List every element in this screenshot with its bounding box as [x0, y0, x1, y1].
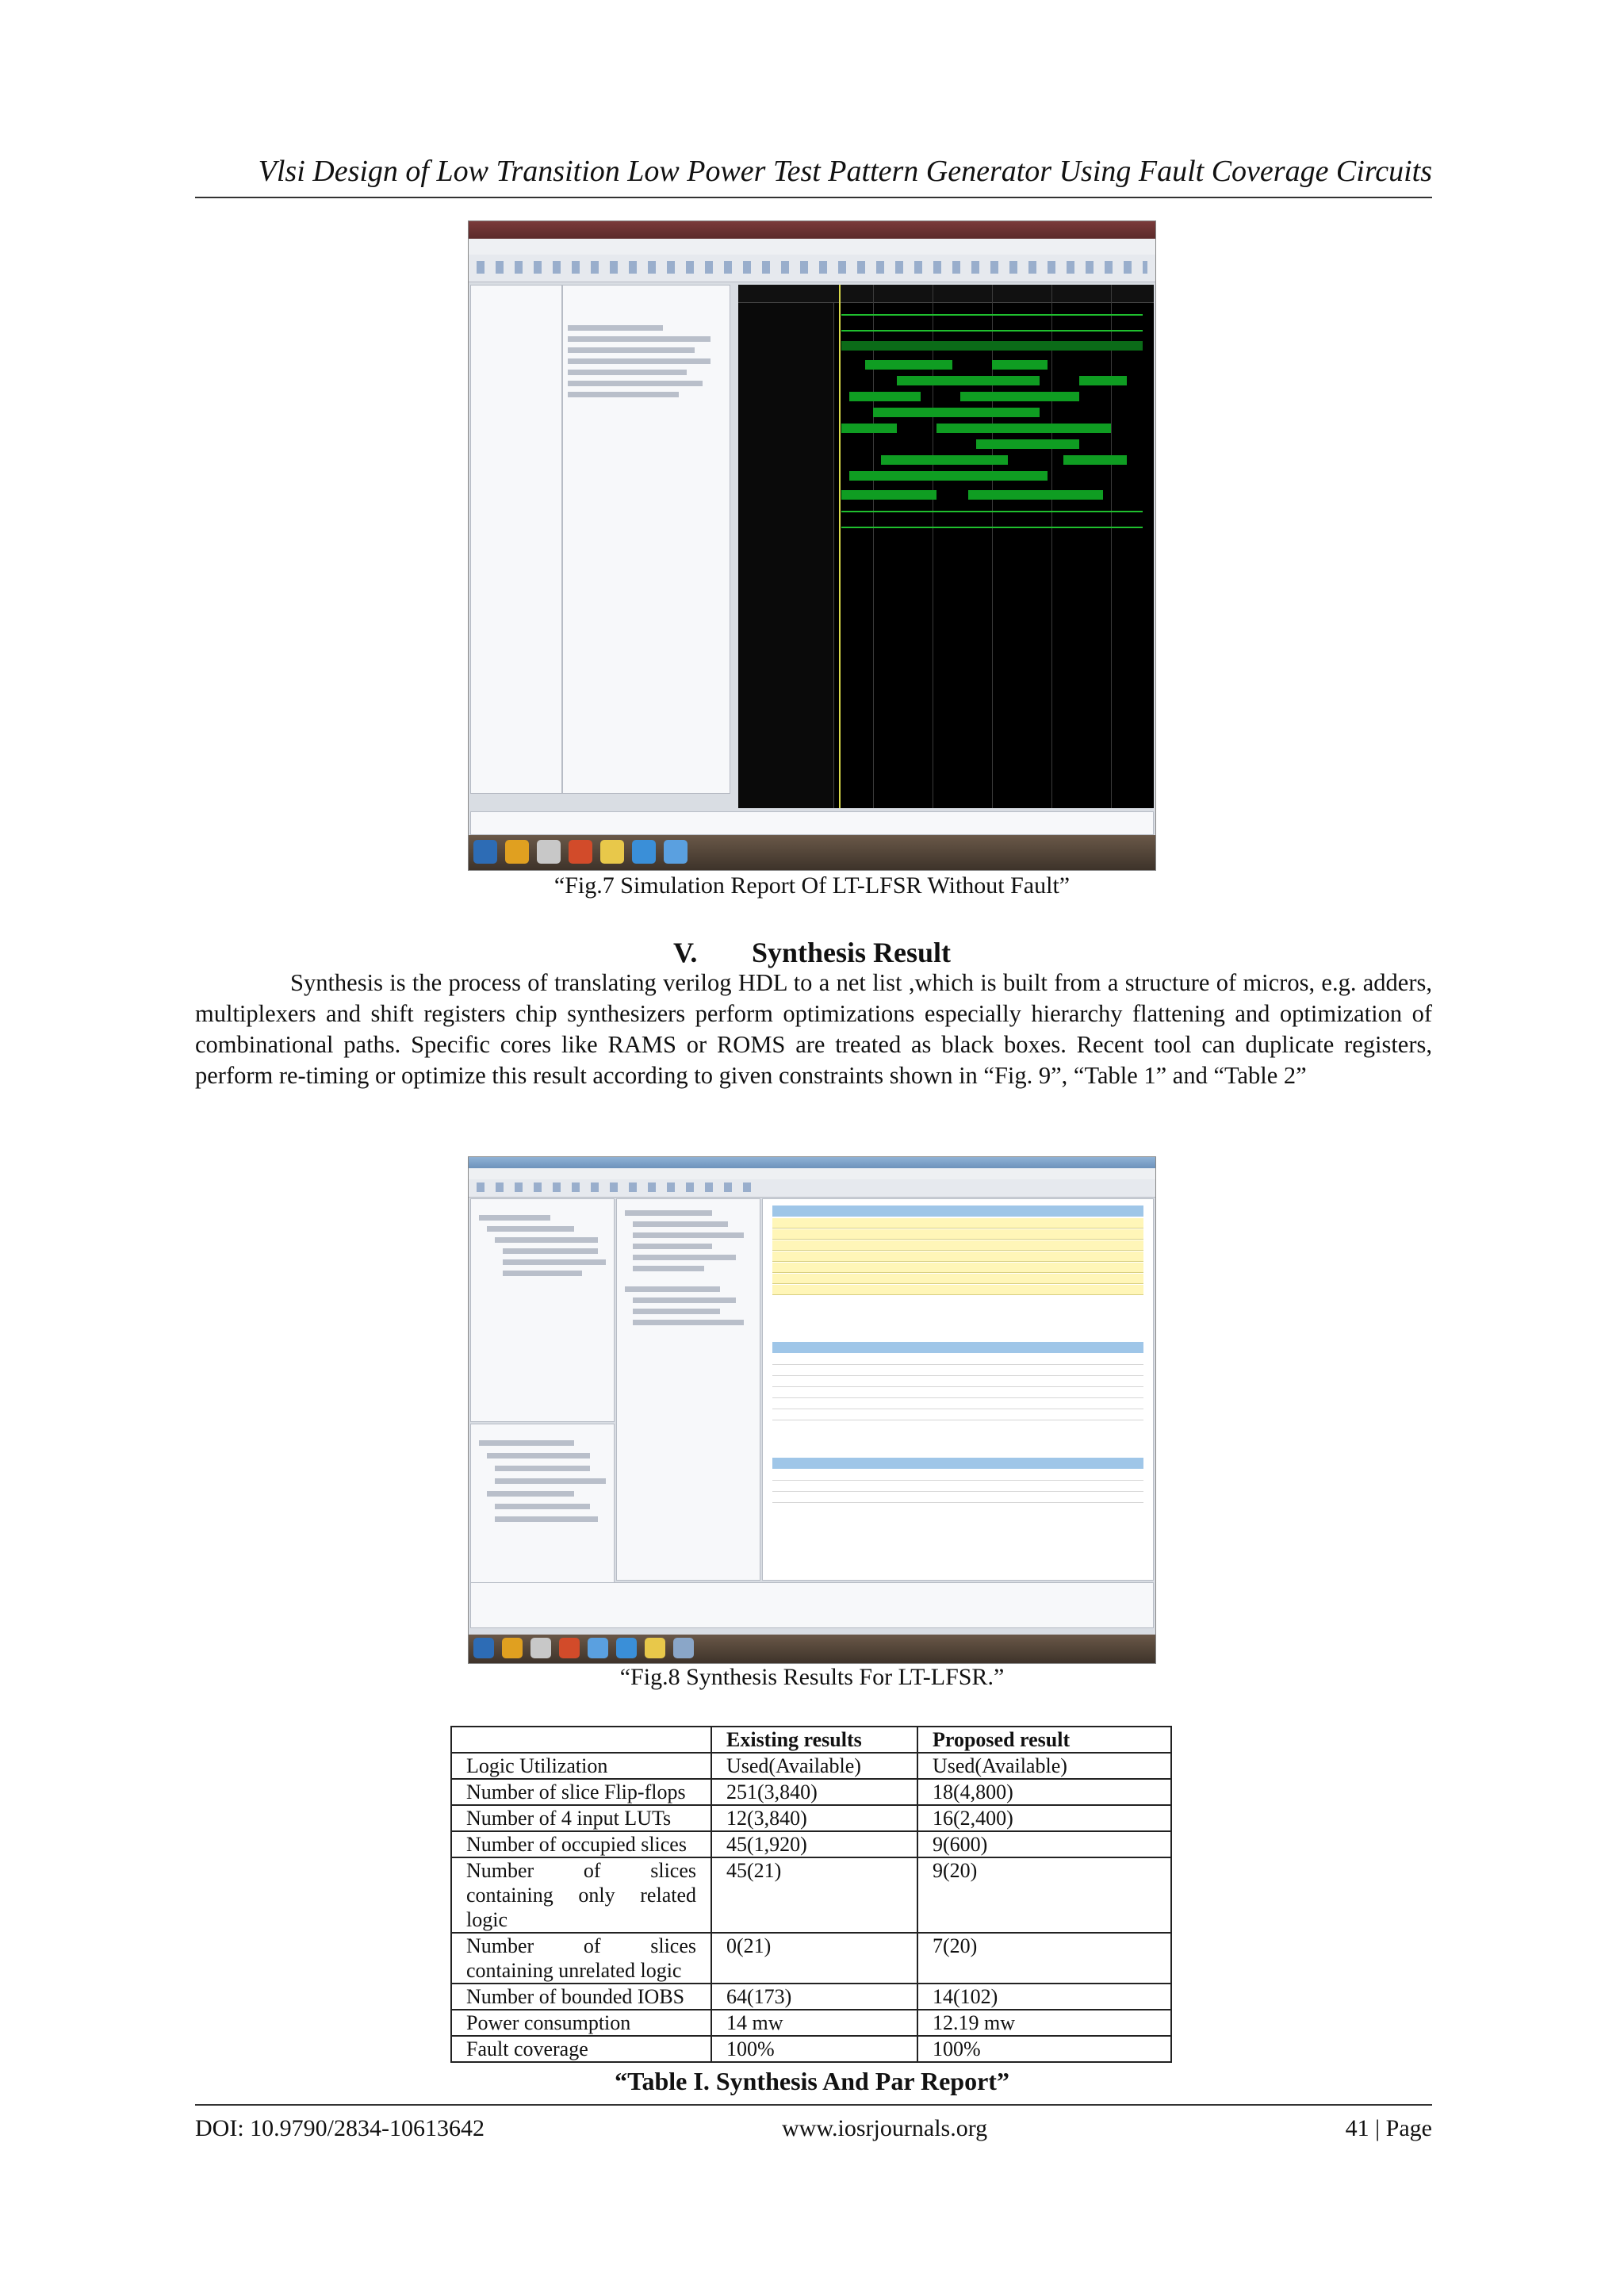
figure-7-caption: “Fig.7 Simulation Report Of LT-LFSR Without Fault”	[553, 872, 1071, 899]
table-row	[451, 1779, 1171, 1805]
section-title: Synthesis Result	[751, 937, 952, 968]
fig7-waveform-viewer	[738, 285, 1154, 808]
table-cell: Fault coverage	[451, 2036, 711, 2062]
fig8-taskbar	[469, 1635, 1155, 1663]
table-cell: 0(21)	[711, 1933, 917, 1984]
fig7-taskbar	[469, 835, 1155, 870]
table-row	[451, 2010, 1171, 2036]
fig8-menubar	[469, 1168, 1155, 1180]
table-cell: Number of 4 input LUTs	[451, 1805, 711, 1831]
page-footer	[195, 2104, 1432, 2145]
fig8-window-titlebar	[469, 1157, 1155, 1168]
table-caption: “Table I. Synthesis And Par Report”	[615, 2067, 1009, 2095]
table-row	[451, 1857, 1171, 1933]
table-row	[451, 2036, 1171, 2062]
section-heading	[0, 936, 1624, 969]
fig8-design-summary-tree	[616, 1198, 760, 1581]
table-cell: 12(3,840)	[711, 1805, 917, 1831]
fig8-console-panel	[470, 1582, 1154, 1628]
table-cell: Number of slice Flip-flops	[451, 1779, 711, 1805]
table-cell: 18(4,800)	[917, 1779, 1171, 1805]
table-row	[451, 1805, 1171, 1831]
table-cell: 7(20)	[917, 1933, 1171, 1984]
table-cell: Used(Available)	[917, 1753, 1171, 1779]
fig7-objects-panel	[562, 285, 730, 794]
footer-page-number: 41 | Page	[1345, 2115, 1432, 2141]
table-cell: 9(20)	[917, 1857, 1171, 1933]
table-cell: Number of slices containing only related logic	[451, 1857, 711, 1933]
figure-8-caption: “Fig.8 Synthesis Results For LT-LFSR.”	[619, 1664, 1005, 1690]
footer-site: www.iosrjournals.org	[782, 2115, 988, 2141]
fig7-instance-panel	[470, 285, 562, 794]
table-row	[451, 1831, 1171, 1857]
table-cell: 100%	[711, 2036, 917, 2062]
table-cell: 9(600)	[917, 1831, 1171, 1857]
table-cell: 45(21)	[711, 1857, 917, 1933]
table-cell: 16(2,400)	[917, 1805, 1171, 1831]
section-paragraph	[195, 968, 1432, 1091]
table-row	[451, 1933, 1171, 1984]
table-cell: Number of slices containing unrelated logic	[451, 1933, 711, 1984]
table-cell: 12.19 mw	[917, 2010, 1171, 2036]
table-cell: Number of bounded IOBS	[451, 1984, 711, 2010]
fig7-toolbar	[469, 255, 1155, 282]
table-cell: Logic Utilization	[451, 1753, 711, 1779]
table-cell: Used(Available)	[711, 1753, 917, 1779]
table-cell: 14(102)	[917, 1984, 1171, 2010]
figure-8-screenshot	[468, 1156, 1156, 1664]
fig8-report-panel	[762, 1198, 1154, 1581]
table-header-cell: Existing results	[711, 1727, 917, 1753]
table-header-row	[451, 1727, 1171, 1753]
fig7-window-titlebar	[469, 221, 1155, 239]
header-title: Vlsi Design of Low Transition Low Power Test Pattern Generator Using Fault Coverage Circuits	[258, 155, 1432, 188]
fig7-menubar	[469, 239, 1155, 255]
fig8-hierarchy-panel	[470, 1198, 615, 1422]
table-cell: 100%	[917, 2036, 1171, 2062]
table-cell: Number of occupied slices	[451, 1831, 711, 1857]
table-header-cell	[451, 1727, 711, 1753]
table-cell: 64(173)	[711, 1984, 917, 2010]
running-header	[195, 151, 1432, 198]
fig8-toolbar	[469, 1179, 1155, 1198]
synthesis-results-table	[450, 1726, 1172, 2063]
fig7-status-strip	[470, 811, 1154, 835]
table-header-cell: Proposed result	[917, 1727, 1171, 1753]
table-row	[451, 1984, 1171, 2010]
footer-doi: DOI: 10.9790/2834-10613642	[195, 2115, 485, 2141]
figure-7-screenshot	[468, 220, 1156, 871]
table-row	[451, 1753, 1171, 1779]
table-cell: 45(1,920)	[711, 1831, 917, 1857]
table-cell: Power consumption	[451, 2010, 711, 2036]
section-number: V.	[672, 937, 698, 968]
table-cell: 14 mw	[711, 2010, 917, 2036]
paragraph-text: Synthesis is the process of translating verilog HDL to a net list ,which is built from a structure of micros, e.g. adders, multiplexers and shift registers chip synthesizers perform optimizations especially hierarchy flattening and optimization of combinational paths. Specific cores like RAMS or ROMS are treated as black boxes. Recent tool can duplicate registers, perform re-timing or optimize this result according to given constraints shown in “Fig. 9”, “Table 1” and “Table 2”	[195, 969, 1432, 1089]
table-cell: 251(3,840)	[711, 1779, 917, 1805]
